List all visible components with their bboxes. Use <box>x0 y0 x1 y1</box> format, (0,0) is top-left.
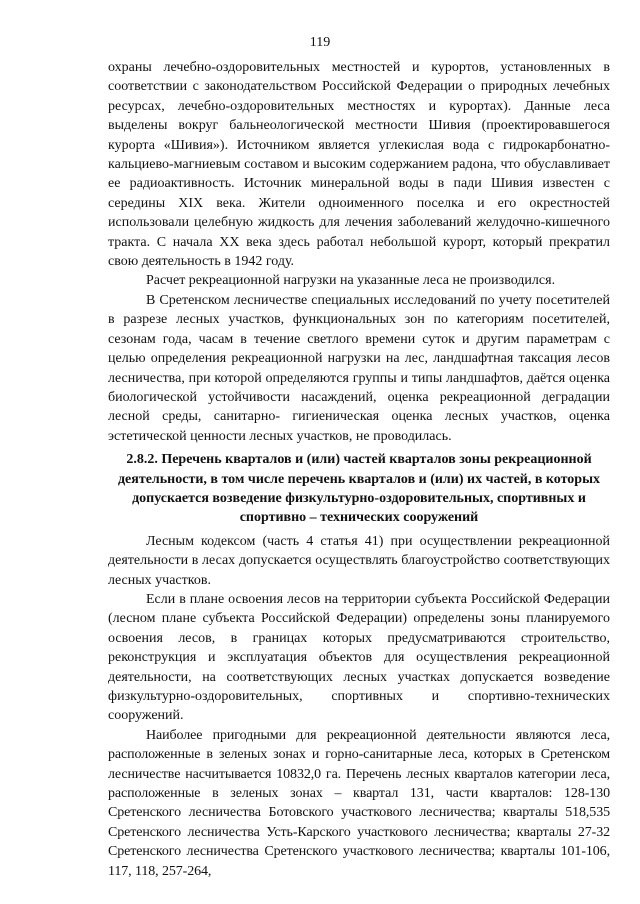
page-number: 119 <box>309 35 331 50</box>
paragraph-visitor-studies: В Сретенском лесничестве специальных исследований по учету посетителей в разрезе лесных участков, функциональных зон по категориям посетителей, сезонам года, часам в течение светлого времени суток и другим параметрам с целью определения рекреационной нагрузки на лес, ландшафтная таксация лесов лесничества, при которой определяются группы и типы ландшафтов, даётся оценка биологической устойчивости насаждений, оценка рекреационной деградации лесной среды, санитарно- гигиеническая оценка лесных участков, оценка эстетической ценности лесных участков, не проводилась. <box>108 292 610 444</box>
paragraph-forest-code: Лесным кодексом (часть 4 статья 41) при осуществлении рекреационной деятельности в лесах допускается осуществлять благоустройство соответствующих лесных участков. <box>108 533 610 588</box>
paragraph-forest-plan: Если в плане освоения лесов на территории субъекта Российской Федерации (лесном плане субъекта Российской Федерации) определены зоны планируемого освоения лесов, в границах которых предусматриваются строительство, реконструкция и эксплуатация объектов для осуществления рекреационной деятельности, на соответствующих лесных участках допускается возведение физкультурно-оздоровительных, спортивных и спортивно-технических сооружений. <box>108 591 610 724</box>
paragraph-continuation: охраны лечебно-оздоровительных местностей и курортов, установленных в соответствии с законодательством Российской Федерации о природных лечебных ресурсах, лечебно-оздоровительных местностях и курортах). Данные леса выделены вокруг бальнеологической местности Шивия (проектировавшегося курорта «Шивия»). Источником является углекислая вода с гидрокарбонатно-кальциево-магниевым составом и высоким содержанием радона, что обуславливает ее радиоактивность. Источник минеральной воды в пади Шивия известен с середины XIX века. Жители одноименного поселка и его окрестностей использовали целебную жидкость для лечения заболеваний желудочно-кишечного тракта. С начала XX века здесь работал небольшой курорт, который прекратил свою деятельность в 1942 году. <box>108 60 610 270</box>
paragraph-green-zones: Наиболее пригодными для рекреационной деятельности являются леса, расположенные в зеленых зонах и горно-санитарные леса, которых в Сретенском лесничестве насчитывается 10832,0 га. Перечень лесных кварталов категории леса, расположенные в зеленых зонах – квартал 131, части кварталов: 128-130 Сретенского лесничества Ботовского участкового лесничества; кварталы 518,535 Сретенского лесничества Усть-Карского участкового лесничества; кварталы 27-32 Сретенского лесничества Сретенского участкового лесничества; кварталы 101-106, 117, 118, 257-264, <box>108 727 610 879</box>
body-text <box>108 58 610 881</box>
section-heading: 2.8.2. Перечень кварталов и (или) частей кварталов зоны рекреационной деятельности, в том числе перечень кварталов и (или) их частей, в которых допускается возведение физкультурно-оздоровительных, спортивных и спортивно – технических сооружений <box>117 452 601 526</box>
paragraph-recreation-load: Расчет рекреационной нагрузки на указанные леса не производился. <box>146 273 556 289</box>
